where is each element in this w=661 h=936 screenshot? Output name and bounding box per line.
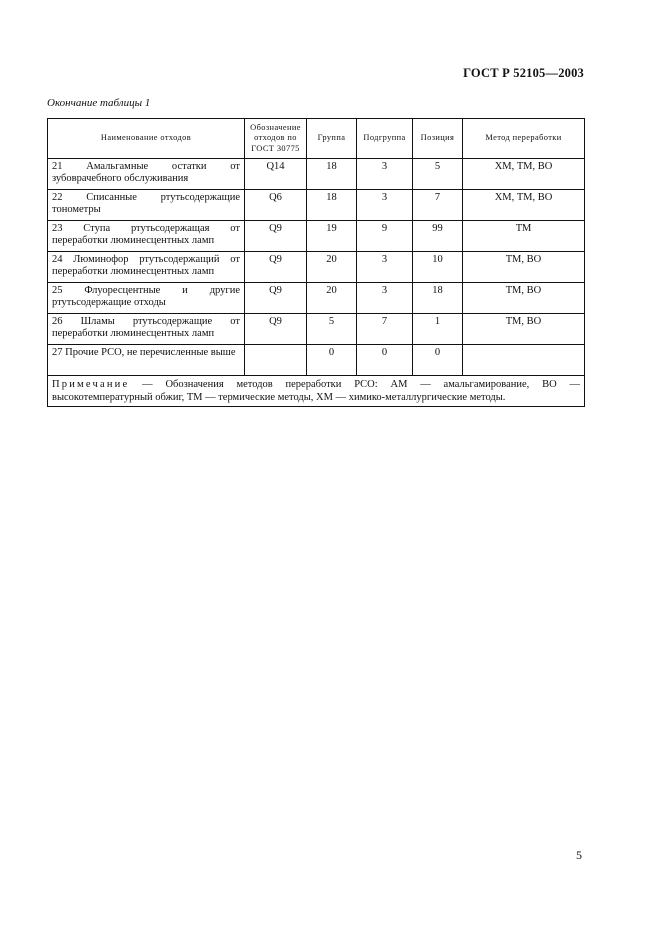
cell-position: 18 — [413, 283, 463, 314]
cell-position: 1 — [413, 314, 463, 345]
table-note — [48, 376, 585, 407]
cell-subgroup: 0 — [357, 345, 413, 376]
cell-group: 20 — [307, 252, 357, 283]
column-header-name: Наименование отходов — [48, 119, 245, 159]
cell-group: 0 — [307, 345, 357, 376]
cell-code: Q9 — [245, 221, 307, 252]
cell-method: ТМ — [463, 221, 585, 252]
cell-name: 25 Флуоресцентные и другие ртутьсодержащие отходы — [48, 283, 245, 314]
cell-position: 99 — [413, 221, 463, 252]
cell-code: Q14 — [245, 159, 307, 190]
table-row — [48, 221, 585, 252]
cell-name: 22 Списанные ртутьсодержащие тонометры — [48, 190, 245, 221]
column-header-group: Группа — [307, 119, 357, 159]
cell-method: ТМ, ВО — [463, 252, 585, 283]
column-header-code: Обозначение отходов по ГОСТ 30775 — [245, 119, 307, 159]
waste-table — [47, 118, 585, 407]
cell-position: 5 — [413, 159, 463, 190]
table-row — [48, 283, 585, 314]
cell-subgroup: 9 — [357, 221, 413, 252]
cell-subgroup: 3 — [357, 283, 413, 314]
cell-name: 26 Шламы ртутьсодержащие от переработки люминесцентных ламп — [48, 314, 245, 345]
cell-method: ХМ, ТМ, ВО — [463, 190, 585, 221]
table-row — [48, 314, 585, 345]
cell-code: Q9 — [245, 252, 307, 283]
cell-method: ТМ, ВО — [463, 283, 585, 314]
cell-name: 21 Амальгамные остатки от зубоврачебного обслуживания — [48, 159, 245, 190]
cell-code — [245, 345, 307, 376]
cell-method — [463, 345, 585, 376]
cell-position: 10 — [413, 252, 463, 283]
column-header-subgroup: Подгруппа — [357, 119, 413, 159]
table-row — [48, 190, 585, 221]
table-row — [48, 345, 585, 376]
cell-group: 18 — [307, 159, 357, 190]
cell-subgroup: 3 — [357, 252, 413, 283]
cell-code: Q9 — [245, 314, 307, 345]
cell-method: ТМ, ВО — [463, 314, 585, 345]
table-row — [48, 252, 585, 283]
cell-position: 7 — [413, 190, 463, 221]
note-lead: Примечание — [52, 379, 130, 390]
cell-code: Q6 — [245, 190, 307, 221]
cell-group: 19 — [307, 221, 357, 252]
cell-name: 27 Прочие РСО, не перечисленные выше — [48, 345, 245, 376]
cell-subgroup: 3 — [357, 159, 413, 190]
note-text: — Обозначения методов переработки РСО: АМ — амальгамирование, ВО — высокотемпературный обжиг, ТМ — термические методы, ХМ — химико-металлургические методы. — [52, 379, 580, 403]
cell-subgroup: 7 — [357, 314, 413, 345]
note-row — [48, 376, 585, 407]
table-caption: Окончание таблицы 1 — [47, 97, 151, 109]
cell-position: 0 — [413, 345, 463, 376]
document-standard-number: ГОСТ Р 52105—2003 — [463, 66, 584, 80]
cell-name: 23 Ступа ртутьсодержащая от переработки люминесцентных ламп — [48, 221, 245, 252]
cell-code: Q9 — [245, 283, 307, 314]
cell-group: 20 — [307, 283, 357, 314]
table-row — [48, 159, 585, 190]
column-header-method: Метод переработки — [463, 119, 585, 159]
cell-subgroup: 3 — [357, 190, 413, 221]
page-number: 5 — [576, 848, 582, 862]
cell-group: 5 — [307, 314, 357, 345]
cell-name: 24 Люминофор ртутьсодержащий от переработки люминесцентных ламп — [48, 252, 245, 283]
cell-group: 18 — [307, 190, 357, 221]
cell-method: ХМ, ТМ, ВО — [463, 159, 585, 190]
table-header-row — [48, 119, 585, 159]
column-header-position: Позиция — [413, 119, 463, 159]
